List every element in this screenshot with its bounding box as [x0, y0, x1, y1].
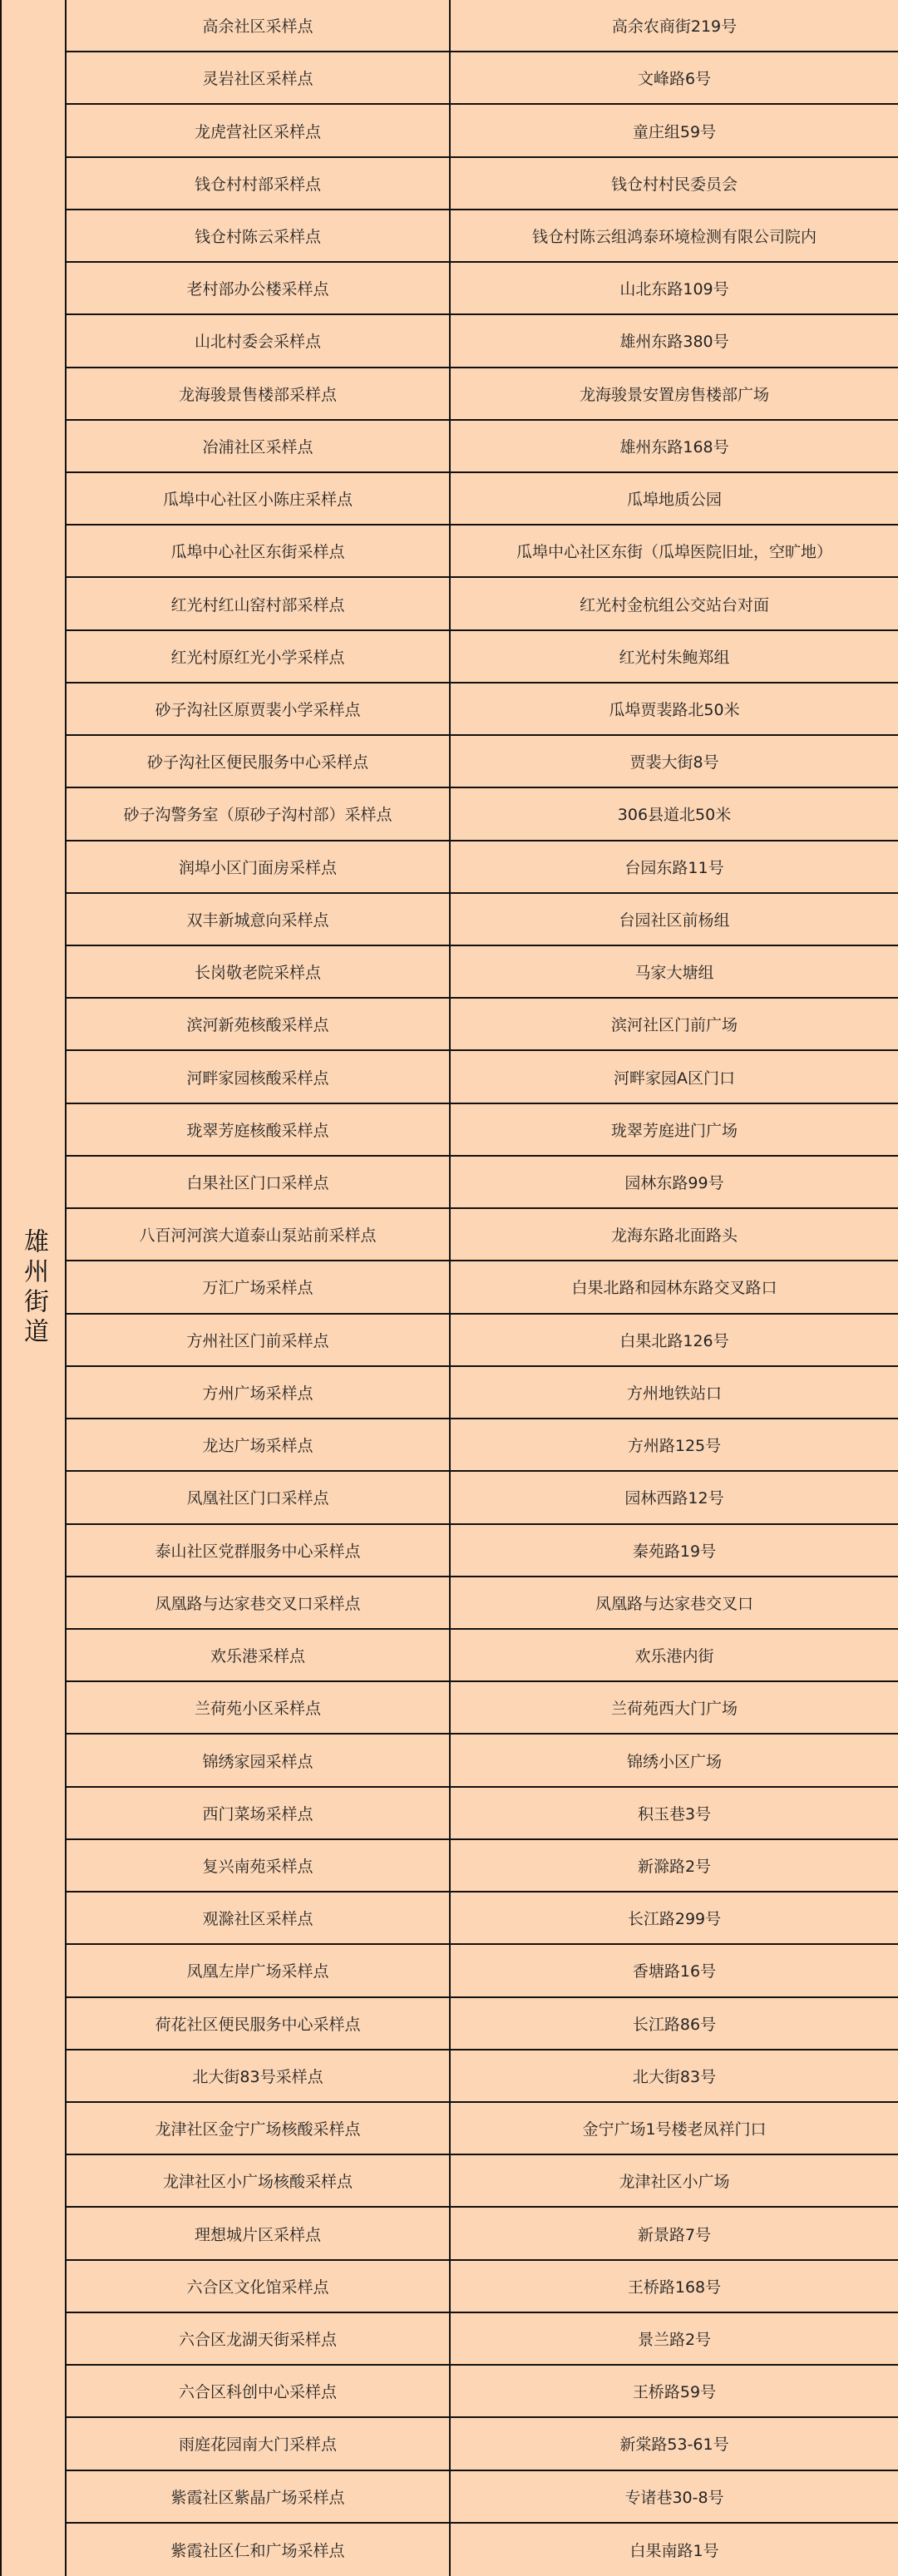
table-row	[67, 1840, 898, 1893]
site-address-cell: 新棠路53-61号	[619, 2435, 729, 2455]
site-address-cell: 高余农商街219号	[611, 17, 738, 37]
site-address-cell: 王桥路59号	[632, 2383, 717, 2402]
table-row	[67, 52, 898, 105]
table-row	[67, 1735, 898, 1787]
site-name-cell: 八百河河滨大道泰山泵站前采样点	[67, 1209, 451, 1260]
site-address-cell: 香塘路16号	[632, 1962, 717, 1981]
table-row	[67, 1261, 898, 1314]
site-name-cell: 砂子沟社区便民服务中心采样点	[67, 736, 451, 787]
table-row	[67, 683, 898, 736]
table-row	[67, 841, 898, 894]
site-address-cell: 北大街83号	[632, 2067, 717, 2086]
site-address-cell: 园林东路99号	[624, 1174, 724, 1193]
site-name-cell: 凤凰社区门口采样点	[67, 1472, 451, 1522]
site-address-cell: 兰荷苑西大门广场	[610, 1700, 738, 1719]
site-name-cell: 瓜埠中心社区小陈庄采样点	[67, 473, 451, 524]
site-address-cell: 雄州东路380号	[619, 333, 729, 352]
site-address-cell: 马家大塘组	[634, 964, 714, 983]
site-name-cell: 白果社区门口采样点	[67, 1157, 451, 1207]
table-row	[67, 210, 898, 263]
site-address-cell: 河畔家园A区门口	[614, 1068, 735, 1088]
table-row	[67, 0, 898, 52]
site-address-cell: 专诸巷30-8号	[624, 2488, 724, 2507]
site-name-cell: 砂子沟警务室（原砂子沟村部）采样点	[67, 788, 451, 839]
site-name-cell: 六合区文化馆采样点	[67, 2261, 451, 2312]
table-row	[67, 894, 898, 946]
site-name-cell: 凤凰左岸广场采样点	[67, 1945, 451, 1996]
table-row	[67, 2261, 898, 2313]
site-address-cell: 瓜埠中心社区东街（瓜埠医院旧址，空旷地）	[516, 543, 832, 562]
site-address-cell: 红光村金杭组公交站台对面	[579, 595, 769, 614]
site-address-cell: 白果北路和园林东路交叉路口	[571, 1279, 777, 1298]
sampling-site-table	[67, 0, 898, 2576]
table-row	[67, 2103, 898, 2155]
site-name-cell: 冶浦社区采样点	[67, 421, 451, 471]
site-address-cell: 新景路7号	[637, 2225, 712, 2244]
table-row	[67, 368, 898, 421]
table-row	[67, 1893, 898, 1945]
site-name-cell: 红光村红山窑村部采样点	[67, 578, 451, 629]
site-name-cell: 龙海骏景售楼部采样点	[67, 368, 451, 419]
site-name-cell: 兰荷苑小区采样点	[67, 1682, 451, 1733]
site-address-cell: 钱仓村陈云组鸿泰环境检测有限公司院内	[531, 228, 817, 246]
site-name-cell: 高余社区采样点	[67, 0, 451, 51]
site-address-cell: 白果北路126号	[619, 1331, 729, 1350]
table-row	[67, 1157, 898, 1209]
site-name-cell: 荷花社区便民服务中心采样点	[67, 1998, 451, 2049]
table-row	[67, 1209, 898, 1261]
site-address-cell: 龙津社区小广场	[619, 2173, 730, 2192]
site-name-cell: 雨庭花园南大门采样点	[67, 2418, 451, 2469]
site-address-cell: 滨河社区门前广场	[610, 1016, 738, 1035]
site-name-cell: 紫霞社区仁和广场采样点	[67, 2524, 451, 2576]
site-name-cell: 润埠小区门面房采样点	[67, 841, 451, 892]
site-address-cell: 瓜埠地质公园	[626, 491, 722, 510]
site-name-cell: 西门菜场采样点	[67, 1788, 451, 1838]
site-address-cell: 金宁广场1号楼老凤祥门口	[582, 2120, 767, 2139]
table-row	[67, 526, 898, 578]
site-address-cell: 王桥路168号	[627, 2277, 722, 2297]
table-row	[67, 1525, 898, 1577]
site-address-cell: 贾裴大街8号	[629, 753, 719, 772]
site-address-cell: 白果南路1号	[629, 2541, 719, 2560]
site-name-cell: 老村部办公楼采样点	[67, 263, 451, 313]
site-name-cell: 灵岩社区采样点	[67, 52, 451, 103]
table-row	[67, 2366, 898, 2418]
table-row	[67, 788, 898, 841]
table-row	[67, 1472, 898, 1524]
site-name-cell: 龙虎营社区采样点	[67, 105, 451, 155]
table-row	[67, 473, 898, 526]
table-row	[67, 2208, 898, 2260]
site-address-cell: 雄州东路168号	[619, 437, 729, 456]
site-address-cell: 台园社区前杨组	[619, 910, 730, 930]
site-name-cell: 观滁社区采样点	[67, 1893, 451, 1943]
site-address-cell: 长江路299号	[627, 1910, 722, 1929]
site-address-cell: 钱仓村村民委员会	[610, 175, 738, 194]
table-row	[67, 2471, 898, 2524]
site-name-cell: 钱仓村陈云采样点	[67, 210, 451, 261]
site-name-cell: 欢乐港采样点	[67, 1630, 451, 1680]
table-row	[67, 946, 898, 999]
site-address-cell: 珑翠芳庭进门广场	[610, 1121, 738, 1140]
site-address-cell: 红光村朱鲍郑组	[619, 648, 730, 667]
site-address-cell: 306县道北50米	[617, 806, 732, 825]
site-address-cell: 秦苑路19号	[632, 1542, 717, 1561]
site-address-cell: 凤凰路与达家巷交叉口	[595, 1594, 753, 1613]
site-address-cell: 童庄组59号	[632, 122, 717, 141]
site-address-cell: 长江路86号	[632, 2015, 717, 2034]
table-row	[67, 315, 898, 368]
table-row	[67, 1367, 898, 1419]
site-name-cell: 瓜埠中心社区东街采样点	[67, 526, 451, 576]
table-row	[67, 2418, 898, 2470]
table-row	[67, 631, 898, 683]
table-row	[67, 1788, 898, 1840]
table-row	[67, 1998, 898, 2050]
site-name-cell: 六合区科创中心采样点	[67, 2366, 451, 2416]
site-name-cell: 双丰新城意向采样点	[67, 894, 451, 945]
site-name-cell: 方州广场采样点	[67, 1367, 451, 1418]
site-name-cell: 钱仓村村部采样点	[67, 158, 451, 209]
site-address-cell: 山北东路109号	[619, 280, 729, 299]
site-address-cell: 龙海骏景安置房售楼部广场	[579, 385, 769, 404]
table-row	[67, 2155, 898, 2208]
site-name-cell: 滨河新苑核酸采样点	[67, 999, 451, 1049]
table-row	[67, 263, 898, 315]
table-row	[67, 105, 898, 157]
site-address-cell: 积玉巷3号	[637, 1804, 712, 1823]
site-name-cell: 锦绣家园采样点	[67, 1735, 451, 1785]
site-name-cell: 红光村原红光小学采样点	[67, 631, 451, 682]
site-name-cell: 万汇广场采样点	[67, 1261, 451, 1312]
table-row	[67, 1419, 898, 1472]
site-address-cell: 文峰路6号	[637, 70, 712, 89]
table-row	[67, 1577, 898, 1630]
site-name-cell: 紫霞社区紫晶广场采样点	[67, 2471, 451, 2522]
site-name-cell: 六合区龙湖天街采样点	[67, 2313, 451, 2364]
site-name-cell: 山北村委会采样点	[67, 315, 451, 366]
table-row	[67, 2524, 898, 2576]
site-address-cell: 龙海东路北面路头	[610, 1226, 738, 1246]
site-name-cell: 河畔家园核酸采样点	[67, 1051, 451, 1102]
table-row	[67, 1945, 898, 1997]
table-row	[67, 1682, 898, 1735]
district-name: 雄州街道	[19, 1228, 48, 1348]
table-row	[67, 1315, 898, 1367]
site-name-cell: 理想城片区采样点	[67, 2208, 451, 2258]
table-row	[67, 578, 898, 630]
site-address-cell: 方州路125号	[627, 1437, 722, 1456]
site-address-cell: 新滁路2号	[637, 1857, 712, 1876]
site-name-cell: 复兴南苑采样点	[67, 1840, 451, 1891]
site-name-cell: 珑翠芳庭核酸采样点	[67, 1104, 451, 1155]
district-cell	[2, 0, 67, 2576]
site-address-cell: 锦绣小区广场	[626, 1752, 722, 1771]
site-address-cell: 园林西路12号	[624, 1489, 724, 1508]
table-row	[67, 2050, 898, 2103]
site-name-cell: 北大街83号采样点	[67, 2050, 451, 2101]
site-address-cell: 瓜埠贾裴路北50米	[609, 701, 740, 720]
table-row	[67, 736, 898, 788]
site-name-cell: 砂子沟社区原贾裴小学采样点	[67, 683, 451, 734]
table-row	[67, 1630, 898, 1682]
site-name-cell: 长岗敬老院采样点	[67, 946, 451, 997]
site-name-cell: 龙津社区小广场核酸采样点	[67, 2155, 451, 2206]
site-address-cell: 方州地铁站口	[626, 1384, 722, 1403]
table-row	[67, 1051, 898, 1103]
site-name-cell: 泰山社区党群服务中心采样点	[67, 1525, 451, 1576]
site-name-cell: 龙达广场采样点	[67, 1419, 451, 1470]
site-name-cell: 龙津社区金宁广场核酸采样点	[67, 2103, 451, 2154]
site-address-cell: 景兰路2号	[637, 2330, 712, 2349]
site-address-cell: 欢乐港内街	[634, 1647, 714, 1666]
table-row	[67, 2313, 898, 2366]
table-row	[67, 421, 898, 473]
site-name-cell: 方州社区门前采样点	[67, 1315, 451, 1365]
table-row	[67, 999, 898, 1051]
site-address-cell: 台园东路11号	[624, 858, 724, 877]
table-row	[67, 1104, 898, 1157]
site-name-cell: 凤凰路与达家巷交叉口采样点	[67, 1577, 451, 1628]
table-row	[67, 158, 898, 210]
